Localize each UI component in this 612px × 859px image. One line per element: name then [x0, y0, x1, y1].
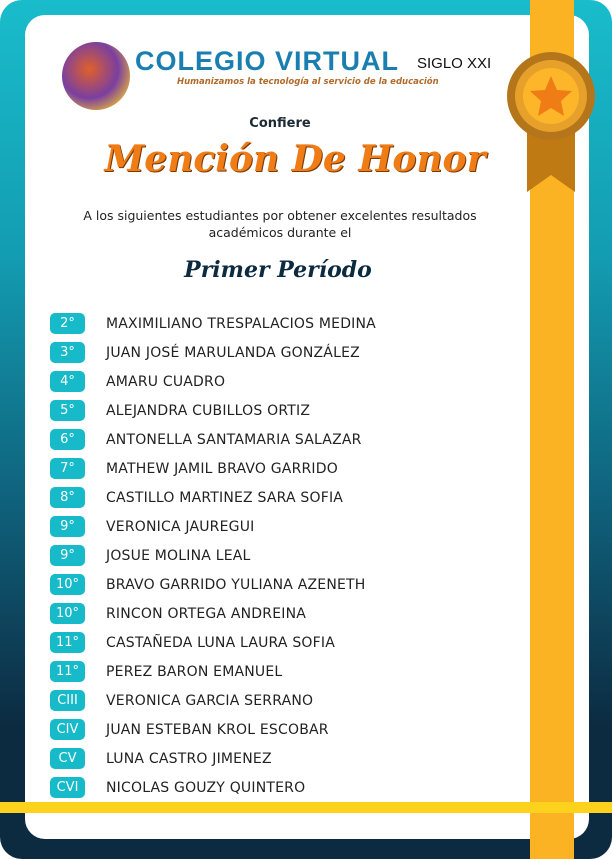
list-item [50, 599, 376, 628]
student-name: AMARU CUADRO [106, 373, 226, 390]
list-item [50, 686, 376, 715]
tagline: Humanizamos la tecnología al servicio de la educación [177, 77, 439, 87]
list-item [50, 570, 376, 599]
grade-badge: 11° [50, 632, 85, 653]
brand-name: COLEGIO VIRTUAL [135, 46, 399, 76]
list-item [50, 309, 376, 338]
grade-badge: 8° [50, 487, 85, 508]
grade-badge: 10° [50, 574, 85, 595]
grade-badge: 11° [50, 661, 85, 682]
grade-badge: CIII [50, 690, 85, 711]
grade-badge: 2° [50, 313, 85, 334]
grade-badge: CVI [50, 777, 85, 798]
list-item [50, 744, 376, 773]
student-name: VERONICA GARCIA SERRANO [106, 692, 314, 709]
student-name: CASTILLO MARTINEZ SARA SOFIA [106, 489, 344, 506]
grade-badge: CV [50, 748, 85, 769]
grade-badge: 5° [50, 400, 85, 421]
student-name: JUAN ESTEBAN KROL ESCOBAR [106, 721, 329, 738]
grade-badge: CIV [50, 719, 85, 740]
student-name: RINCON ORTEGA ANDREINA [106, 605, 307, 622]
ribbon-horizontal [0, 802, 612, 813]
student-list [50, 309, 376, 802]
student-name: JOSUE MOLINA LEAL [106, 547, 251, 564]
list-item [50, 454, 376, 483]
grade-badge: 7° [50, 458, 85, 479]
list-item [50, 483, 376, 512]
list-item [50, 338, 376, 367]
student-name: MATHEW JAMIL BRAVO GARRIDO [106, 460, 338, 477]
list-item [50, 541, 376, 570]
student-name: VERONICA JAUREGUI [106, 518, 255, 535]
student-name: CASTAÑEDA LUNA LAURA SOFIA [106, 634, 336, 651]
list-item [50, 773, 376, 802]
grade-badge: 3° [50, 342, 85, 363]
list-item [50, 367, 376, 396]
list-item [50, 715, 376, 744]
student-name: MAXIMILIANO TRESPALACIOS MEDINA [106, 315, 376, 332]
school-logo [62, 42, 130, 110]
brand-suffix: SIGLO XXI [417, 55, 492, 72]
grade-badge: 9° [50, 545, 85, 566]
student-name: ALEJANDRA CUBILLOS ORTIZ [106, 402, 311, 419]
certificate-title: Mención De Honor [104, 138, 486, 180]
student-name: BRAVO GARRIDO YULIANA AZENETH [106, 576, 366, 593]
grade-badge: 9° [50, 516, 85, 537]
intro-text: A los siguientes estudiantes por obtener excelentes resultados académicos durante el [83, 208, 477, 240]
student-name: NICOLAS GOUZY QUINTERO [106, 779, 306, 796]
list-item [50, 657, 376, 686]
grade-badge: 6° [50, 429, 85, 450]
period-title: Primer Período [184, 257, 372, 283]
student-name: PEREZ BARON EMANUEL [106, 663, 283, 680]
student-name: ANTONELLA SANTAMARIA SALAZAR [106, 431, 362, 448]
student-name: LUNA CASTRO JIMENEZ [106, 750, 272, 767]
list-item [50, 628, 376, 657]
grade-badge: 10° [50, 603, 85, 624]
list-item [50, 396, 376, 425]
list-item [50, 425, 376, 454]
confiere-label: Confiere [249, 116, 311, 131]
grade-badge: 4° [50, 371, 85, 392]
student-name: JUAN JOSÉ MARULANDA GONZÁLEZ [106, 344, 360, 361]
list-item [50, 512, 376, 541]
